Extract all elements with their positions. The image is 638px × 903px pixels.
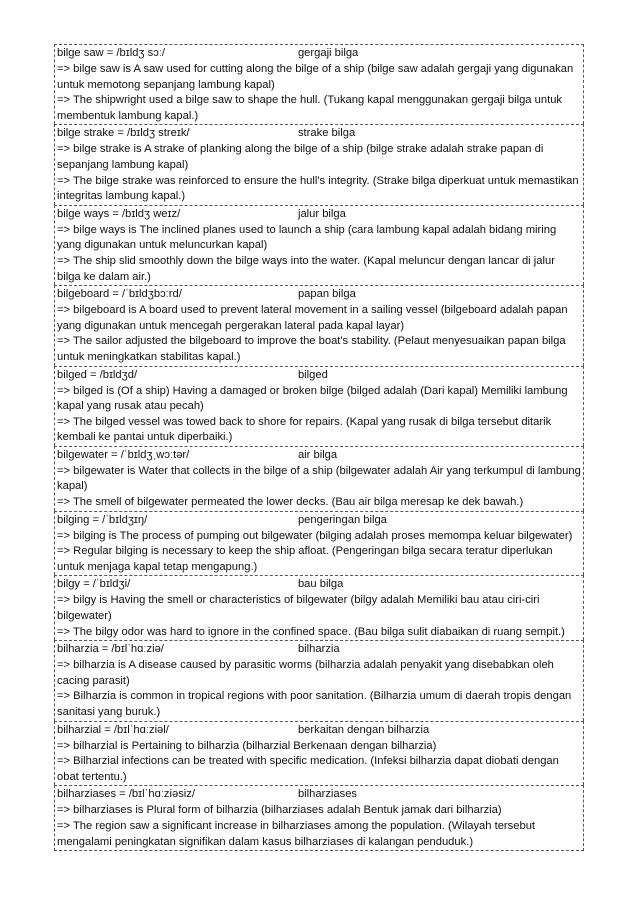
dictionary-page bbox=[54, 44, 584, 851]
entry-example: => The bilged vessel was towed back to shore for repairs. (Kapal yang rusak di bilga tersebut ditarik kembali ke pantai untuk diperbaiki.) bbox=[57, 415, 552, 444]
entry-term: bilharziases = /bɪlˈhɑːziəsiz/ bbox=[57, 788, 195, 801]
entry-definition: => bilgeboard is A board used to prevent lateral movement in a sailing vessel (bilgeboard adalah papan yang digunakan untuk mencegah pergerakan lateral pada kapal layar) bbox=[57, 304, 568, 332]
entry-header bbox=[56, 641, 582, 658]
entry-header bbox=[56, 786, 582, 803]
dictionary-entry bbox=[54, 640, 584, 720]
entry-translation: strake bilga bbox=[297, 127, 356, 140]
entry-term: bilgewater = /ˈbɪldʒˌwɔːtər/ bbox=[57, 448, 190, 461]
entry-example: => Bilharzia is common in tropical regions with poor sanitation. (Bilharzia umum di daerah tropis dengan sanitasi yang buruk.) bbox=[57, 690, 572, 718]
entry-translation: bilharziases bbox=[297, 788, 358, 801]
entry-translation: gergaji bilga bbox=[297, 47, 359, 59]
entry-translation: pengeringan bilga bbox=[297, 513, 387, 526]
dictionary-entry bbox=[54, 446, 584, 511]
entry-header bbox=[56, 512, 582, 529]
entry-header bbox=[56, 206, 582, 223]
entry-term: bilharzia = /bɪlˈhɑːziə/ bbox=[57, 643, 164, 656]
entry-example: => The smell of bilgewater permeated the lower decks. (Bau air bilga meresap ke dek bawah.) bbox=[57, 496, 524, 509]
entry-translation: bilged bbox=[297, 368, 328, 381]
entry-term: bilge saw = /bɪldʒ sɔː/ bbox=[57, 47, 166, 59]
dictionary-entry bbox=[54, 575, 584, 640]
entry-example: => The ship slid smoothly down the bilge ways into the water. (Kapal meluncur dengan lancar di jalur bilga ke dalam air.) bbox=[57, 254, 555, 283]
dictionary-entry bbox=[54, 785, 584, 851]
dictionary-entry bbox=[54, 44, 584, 124]
entry-definition: => bilged is (Of a ship) Having a damaged or broken bilge (bilged adalah (Dari kapal) Memiliki lambung kapal yang rusak atau pecah) bbox=[57, 384, 568, 413]
entry-definition: => bilharzial is Pertaining to bilharzia (bilharzial Berkenaan dengan bilharzia) bbox=[57, 739, 437, 752]
entry-example: => The region saw a significant increase in bilharziases among the population. (Wilayah tersebut mengalami peningkatan signifikan dalam kasus bilharziases di kalangan penduduk.) bbox=[57, 819, 536, 848]
entry-example: => The bilge strake was reinforced to ensure the hull's integrity. (Strake bilga diperkuat untuk memastikan integritas lambung kapal.) bbox=[57, 174, 579, 203]
entry-translation: jalur bilga bbox=[297, 207, 346, 220]
entry-definition: => bilgy is Having the smell or characteristics of bilgewater (bilgy adalah Memiliki bau atau ciri-ciri bilgewater) bbox=[57, 594, 540, 623]
entry-example: => Bilharzial infections can be treated with specific medication. (Infeksi bilharzia dapat diobati dengan obat tertentu.) bbox=[57, 755, 559, 783]
entry-definition: => bilge saw is A saw used for cutting along the bilge of a ship (bilge saw adalah gergaji yang digunakan untuk memotong sepanjang lambung kapal) bbox=[57, 63, 574, 91]
dictionary-entry bbox=[54, 721, 584, 786]
entry-example: => Regular bilging is necessary to keep the ship afloat. (Pengeringan bilga secara teratur diperlukan untuk menjaga kapal tetap mengapung.) bbox=[57, 545, 553, 573]
entry-translation: air bilga bbox=[297, 448, 338, 461]
entry-header bbox=[56, 722, 582, 739]
entry-translation: papan bilga bbox=[297, 288, 356, 301]
entry-term: bilged = /bɪldʒd/ bbox=[57, 368, 138, 381]
entry-term: bilharzial = /bɪlˈhɑːziəl/ bbox=[57, 723, 169, 736]
entry-example: => The shipwright used a bilge saw to shape the hull. (Tukang kapal menggunakan gergaji bilga untuk membentuk lambung kapal.) bbox=[57, 94, 563, 122]
dictionary-entry bbox=[54, 366, 584, 446]
entry-definition: => bilharziases is Plural form of bilharzia (bilharziases adalah Bentuk jamak dari bilharzia) bbox=[57, 804, 502, 817]
entry-header bbox=[56, 447, 582, 464]
entry-term: bilgy = /ˈbɪldʒi/ bbox=[57, 578, 131, 591]
entry-translation: bau bilga bbox=[297, 578, 344, 591]
entry-term: bilging = /ˈbɪldʒɪŋ/ bbox=[57, 513, 148, 526]
entry-definition: => bilharzia is A disease caused by parasitic worms (bilharzia adalah penyakit yang disebabkan oleh cacing parasit) bbox=[57, 659, 554, 687]
entry-translation: bilharzia bbox=[297, 643, 340, 656]
dictionary-entry bbox=[54, 124, 584, 204]
entry-header bbox=[56, 367, 582, 384]
entry-example: => The bilgy odor was hard to ignore in the confined space. (Bau bilga sulit diabaikan di ruang sempit.) bbox=[57, 625, 565, 638]
entry-header bbox=[56, 125, 582, 142]
entry-definition: => bilgewater is Water that collects in the bilge of a ship (bilgewater adalah Air yang terkumpul di lambung kapal) bbox=[57, 464, 581, 493]
dictionary-entry bbox=[54, 205, 584, 285]
entry-definition: => bilge ways is The inclined planes used to launch a ship (cara lambung kapal adalah bidang miring yang digunakan untuk meluncurkan kapal) bbox=[57, 223, 557, 252]
entry-header bbox=[56, 286, 582, 303]
entry-translation: berkaitan dengan bilharzia bbox=[297, 723, 430, 736]
entry-example: => The sailor adjusted the bilgeboard to improve the boat's stability. (Pelaut menyesuaikan papan bilga untuk meningkatkan stabilitas kapal.) bbox=[57, 335, 566, 363]
entry-term: bilge strake = /bɪldʒ streɪk/ bbox=[57, 127, 190, 140]
entry-term: bilgeboard = /ˈbɪldʒbɔːrd/ bbox=[57, 288, 182, 301]
entry-term: bilge ways = /bɪldʒ weɪz/ bbox=[57, 207, 181, 220]
dictionary-entry bbox=[54, 511, 584, 576]
entry-header bbox=[56, 45, 582, 62]
entry-header bbox=[56, 576, 582, 593]
dictionary-entry bbox=[54, 285, 584, 365]
entry-definition: => bilge strake is A strake of planking along the bilge of a ship (bilge strake adalah strake papan di sepanjang lambung kapal) bbox=[57, 143, 544, 171]
entry-definition: => bilging is The process of pumping out bilgewater (bilging adalah proses memompa keluar bilgewater) bbox=[57, 529, 573, 542]
